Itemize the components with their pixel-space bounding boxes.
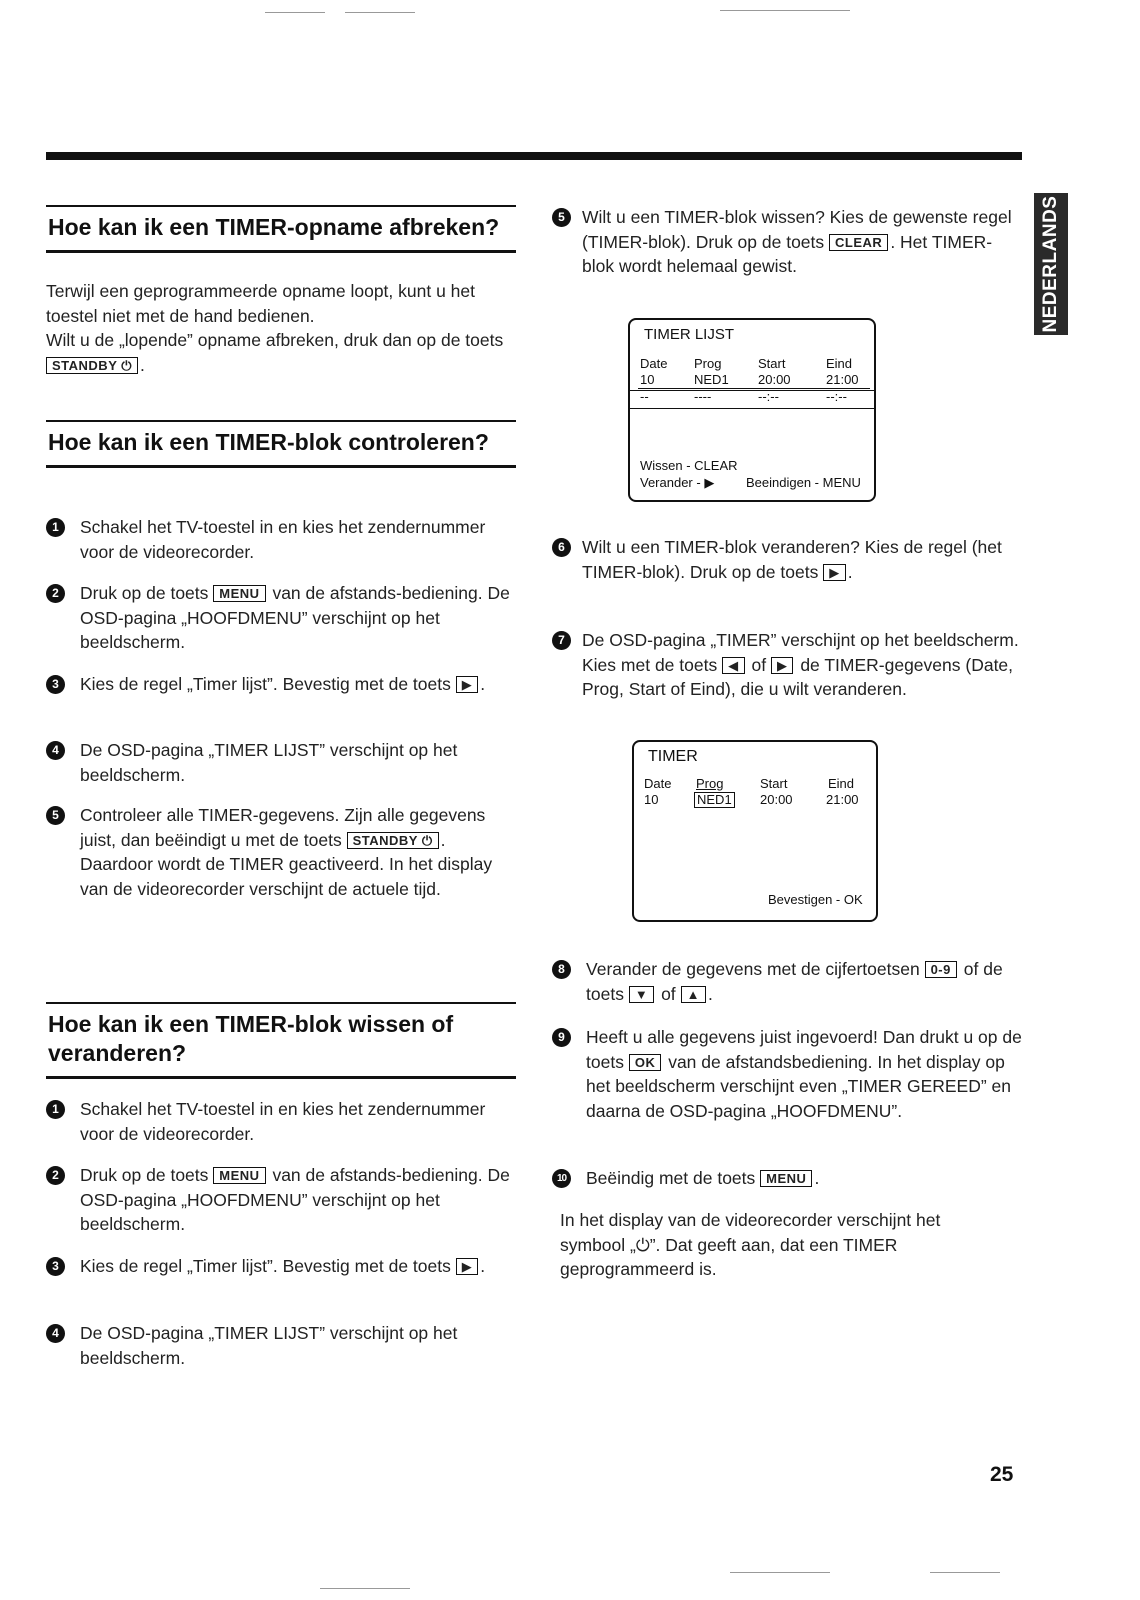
clear-key: CLEAR <box>829 234 888 251</box>
osd-header-eind: Eind <box>828 776 855 791</box>
step-text <box>582 205 1022 279</box>
digit-keys: 0-9 <box>925 961 957 978</box>
text: Controleer alle TIMER-gegevens. Zijn alle gegevens juist, dan beëindigt u met de toets <box>80 805 486 850</box>
osd-header-date: Date <box>640 356 668 371</box>
osd-cell: 10 <box>644 792 659 807</box>
text: van de afstands-bediening. De OSD-pagina „HOOFDMENU” verschijnt op het beeldscherm. <box>80 583 510 652</box>
osd-cell: 20:00 <box>760 792 793 807</box>
step-8 <box>552 957 1022 1006</box>
page-number: 25 <box>990 1463 1014 1486</box>
step-text: Schakel het TV-toestel in en kies het zendernummer voor de videorecorder. <box>80 517 486 562</box>
step-number-5-icon: 5 <box>46 806 65 825</box>
osd-cell: 10 <box>640 372 655 387</box>
play-key: ▶ <box>771 657 794 674</box>
step-number-5-icon: 5 <box>552 208 571 227</box>
step-text <box>582 628 1022 702</box>
step-4 <box>46 738 516 787</box>
step-text <box>586 1166 1022 1191</box>
step-number-6-icon: 6 <box>552 538 571 557</box>
text: Kies de regel „Timer lijst”. Bevestig met de toets <box>80 1256 451 1276</box>
text: de TIMER-gegevens (Date, Prog, Start of Eind), die u wilt veranderen. <box>582 654 1014 699</box>
step-number-1-icon: 1 <box>46 1100 65 1119</box>
step-number-10-icon: 10 <box>552 1169 571 1188</box>
osd-footer-change: Verander - ▶ <box>640 475 715 490</box>
step-text <box>582 535 1022 584</box>
osd-title: TIMER LIJST <box>644 326 735 343</box>
step-3 <box>46 1254 516 1279</box>
scan-speck <box>265 12 325 13</box>
osd-cell: --:-- <box>826 389 847 404</box>
step-number-2-icon: 2 <box>46 584 65 603</box>
menu-key: MENU <box>213 1167 265 1184</box>
step-text: Schakel het TV-toestel in en kies het zendernummer voor de videorecorder. <box>80 1099 486 1144</box>
osd-cell: 20:00 <box>758 372 791 387</box>
step-5 <box>552 205 1022 279</box>
step-text <box>80 1163 516 1237</box>
text: Wilt u een TIMER-blok veranderen? Kies de regel (het TIMER-blok). Druk op de toets <box>582 537 1002 582</box>
section-title: Hoe kan ik een TIMER-blok controleren? <box>46 420 516 468</box>
step-text <box>80 1254 516 1279</box>
closing-paragraph: In het display van de videorecorder verschijnt het symbool „⏻”. Dat geeft aan, dat een TIMER geprogrammeerd is. <box>560 1210 941 1279</box>
step-number-4-icon: 4 <box>46 1324 65 1343</box>
osd-cell-selected: NED1 <box>694 792 735 808</box>
step-text <box>586 957 1022 1006</box>
punct: . <box>814 1168 820 1188</box>
scan-speck <box>345 12 415 13</box>
text: of <box>751 654 767 675</box>
osd-footer-menu: Beeindigen - MENU <box>746 475 861 490</box>
step-number-1-icon: 1 <box>46 518 65 537</box>
text: . Het TIMER-blok wordt helemaal gewist. <box>582 231 993 276</box>
punct: . <box>480 674 486 694</box>
section-timer-opname-afbreken <box>46 205 516 377</box>
section-timer-blok-controleren <box>46 420 516 468</box>
step-1 <box>46 1097 516 1146</box>
punct: . <box>480 1256 486 1276</box>
step-6 <box>552 535 1022 584</box>
scan-speck <box>730 1572 830 1573</box>
step-text: De OSD-pagina „TIMER LIJST” verschijnt op het beeldscherm. <box>80 1323 458 1368</box>
step-5 <box>46 803 516 901</box>
step-text <box>80 672 516 697</box>
osd-cell: 21:00 <box>826 792 859 807</box>
step-number-7-icon: 7 <box>552 631 571 650</box>
step-text <box>80 581 516 655</box>
step-number-3-icon: 3 <box>46 675 65 694</box>
text: Verander de gegevens met de cijfertoetsen <box>586 959 920 979</box>
standby-key: STANDBY ⏻ <box>347 832 439 849</box>
osd-header-start: Start <box>760 776 788 791</box>
osd-footer-ok: Bevestigen - OK <box>768 892 863 907</box>
text: Beëindig met de toets <box>586 1168 756 1188</box>
osd-header-start: Start <box>758 356 786 371</box>
step-text: De OSD-pagina „TIMER LIJST” verschijnt op het beeldscherm. <box>80 740 458 785</box>
step-number-4-icon: 4 <box>46 741 65 760</box>
step-number-2-icon: 2 <box>46 1166 65 1185</box>
step-7 <box>552 628 1022 702</box>
osd-cell: ---- <box>694 389 712 404</box>
text: De OSD-pagina „TIMER” verschijnt op het beeldscherm. Kies met de toets <box>582 630 1019 675</box>
step-2 <box>46 581 516 655</box>
header-rule <box>46 152 1022 160</box>
step-9 <box>552 1025 1022 1123</box>
text: Druk op de toets <box>80 1165 209 1185</box>
osd-selected-row <box>630 390 874 409</box>
play-key: ▶ <box>456 1258 479 1275</box>
down-key: ▼ <box>629 986 654 1003</box>
text: . Daardoor wordt de TIMER geactiveerd. In het display van de videorecorder verschijnt de actuele tijd. <box>80 829 493 899</box>
menu-key: MENU <box>213 585 265 602</box>
text: Druk op de toets <box>80 583 209 603</box>
text: of de toets <box>586 959 1003 1004</box>
play-key: ▶ <box>823 564 846 581</box>
scan-speck <box>720 10 850 11</box>
paragraph-text: Wilt u de „lopende” opname afbreken, druk dan op de toets <box>46 330 504 350</box>
step-1 <box>46 515 516 564</box>
menu-key: MENU <box>760 1170 812 1187</box>
text: Wilt u een TIMER-blok wissen? Kies de gewenste regel (TIMER-blok). Druk op de toets <box>582 207 1012 252</box>
section-title: Hoe kan ik een TIMER-blok wissen of veranderen? <box>46 1002 516 1079</box>
step-text <box>80 803 516 901</box>
section-title: Hoe kan ik een TIMER-opname afbreken? <box>46 205 516 253</box>
osd-header-date: Date <box>644 776 672 791</box>
play-key: ▶ <box>456 676 479 693</box>
paragraph <box>46 279 516 377</box>
osd-cell: NED1 <box>694 372 729 387</box>
text: of <box>661 983 676 1004</box>
osd-timer-list <box>628 318 876 502</box>
punct: . <box>847 561 853 582</box>
osd-footer-clear: Wissen - CLEAR <box>640 458 738 473</box>
step-4 <box>46 1321 516 1370</box>
text: van de afstandsbediening. In het display op het beeldscherm verschijnt even „TIMER GEREED” en daarna de OSD-pagina „HOOFDMENU”. <box>586 1051 1012 1121</box>
osd-title: TIMER <box>648 748 698 765</box>
step-text <box>586 1025 1022 1123</box>
step-number-8-icon: 8 <box>552 960 571 979</box>
scan-speck <box>320 1588 410 1589</box>
language-tab-label: NEDERLANDS <box>1040 195 1061 333</box>
ok-key: OK <box>629 1054 662 1071</box>
standby-key: STANDBY ⏻ <box>46 357 138 374</box>
text: van de afstands-bediening. De OSD-pagina „HOOFDMENU” verschijnt op het beeldscherm. <box>80 1165 510 1234</box>
scan-speck <box>930 1572 1000 1573</box>
osd-timer <box>632 740 878 922</box>
punct: . <box>140 354 145 375</box>
osd-cell: -- <box>640 389 649 404</box>
punct: . <box>707 983 713 1004</box>
osd-cell: --:-- <box>758 389 779 404</box>
paragraph-text: Terwijl een geprogrammeerde opname loopt, kunt u het toestel niet met de hand bedienen. <box>46 281 475 326</box>
up-key: ▲ <box>681 986 706 1003</box>
osd-cell: 21:00 <box>826 372 859 387</box>
language-tab <box>1034 193 1068 335</box>
step-number-9-icon: 9 <box>552 1028 571 1047</box>
step-2 <box>46 1163 516 1237</box>
text: Kies de regel „Timer lijst”. Bevestig met de toets <box>80 674 451 694</box>
osd-header-prog: Prog <box>694 356 722 371</box>
step-10 <box>552 1166 1022 1191</box>
step-3 <box>46 672 516 697</box>
rewind-key: ◀ <box>722 657 745 674</box>
text: Heeft u alle gegevens juist ingevoerd! Dan drukt u op de toets <box>586 1027 1022 1072</box>
section-timer-blok-wissen <box>46 1002 516 1079</box>
osd-header-eind: Eind <box>826 356 853 371</box>
step-number-3-icon: 3 <box>46 1257 65 1276</box>
osd-header-prog: Prog <box>696 776 724 791</box>
